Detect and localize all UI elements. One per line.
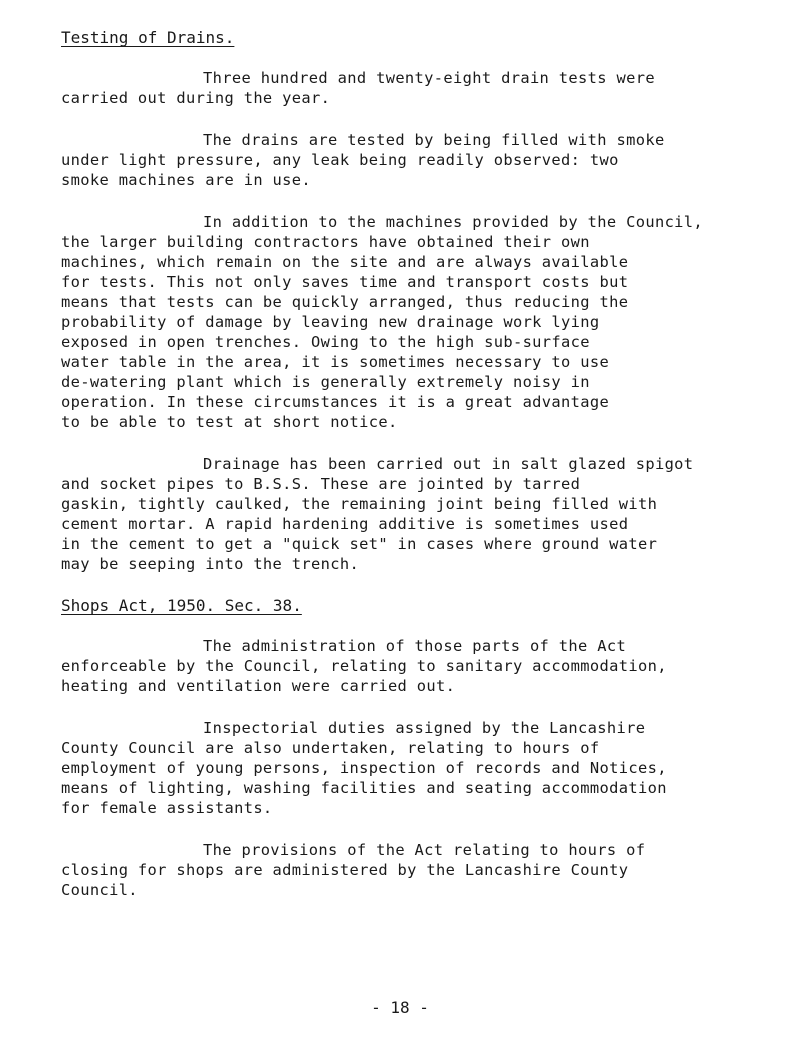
- text-line: gaskin, tightly caulked, the remaining joint being filled with: [61, 495, 658, 513]
- text-line: means that tests can be quickly arranged, thus reducing the: [61, 293, 629, 311]
- text-line: for tests. This not only saves time and transport costs but: [61, 273, 629, 291]
- text-line: probability of damage by leaving new drainage work lying: [61, 313, 600, 331]
- text-line: Drainage has been carried out in salt glazed spigot: [203, 455, 694, 473]
- section-testing-of-drains: [61, 28, 761, 574]
- text-line: Council.: [61, 881, 138, 899]
- text-line: means of lighting, washing facilities and seating accommodation: [61, 779, 667, 797]
- section-heading: Testing of Drains.: [61, 28, 235, 47]
- text-line: under light pressure, any leak being readily observed: two: [61, 151, 619, 169]
- text-line: The drains are tested by being filled with smoke: [203, 131, 665, 149]
- paragraph: [61, 212, 761, 432]
- paragraph: [61, 840, 761, 900]
- text-line: exposed in open trenches. Owing to the high sub-surface: [61, 333, 590, 351]
- text-line: enforceable by the Council, relating to sanitary accommodation,: [61, 657, 667, 675]
- text-line: Inspectorial duties assigned by the Lancashire: [203, 719, 646, 737]
- text-line: heating and ventilation were carried out.: [61, 677, 456, 695]
- text-line: The provisions of the Act relating to hours of: [203, 841, 646, 859]
- text-line: to be able to test at short notice.: [61, 413, 398, 431]
- text-line: for female assistants.: [61, 799, 273, 817]
- text-line: in the cement to get a "quick set" in cases where ground water: [61, 535, 658, 553]
- paragraph: [61, 130, 761, 190]
- paragraph: [61, 718, 761, 818]
- document-page: [61, 28, 761, 922]
- text-line: The administration of those parts of the Act: [203, 637, 627, 655]
- text-line: de-watering plant which is generally extremely noisy in: [61, 373, 590, 391]
- text-line: cement mortar. A rapid hardening additive is sometimes used: [61, 515, 629, 533]
- text-line: employment of young persons, inspection of records and Notices,: [61, 759, 667, 777]
- text-line: water table in the area, it is sometimes necessary to use: [61, 353, 610, 371]
- text-line: may be seeping into the trench.: [61, 555, 360, 573]
- text-line: smoke machines are in use.: [61, 171, 312, 189]
- paragraph: [61, 454, 761, 574]
- text-line: the larger building contractors have obtained their own: [61, 233, 590, 251]
- text-line: County Council are also undertaken, relating to hours of: [61, 739, 600, 757]
- section-shops-act: [61, 596, 761, 900]
- text-line: closing for shops are administered by the Lancashire County: [61, 861, 629, 879]
- text-line: In addition to the machines provided by the Council,: [203, 213, 704, 231]
- paragraph: [61, 636, 761, 696]
- text-line: machines, which remain on the site and are always available: [61, 253, 629, 271]
- page-number: - 18 -: [371, 998, 429, 1017]
- text-line: operation. In these circumstances it is a great advantage: [61, 393, 610, 411]
- text-line: and socket pipes to B.S.S. These are jointed by tarred: [61, 475, 581, 493]
- text-line: Three hundred and twenty-eight drain tests were: [203, 69, 655, 87]
- paragraph: [61, 68, 761, 108]
- section-heading: Shops Act, 1950. Sec. 38.: [61, 596, 302, 615]
- text-line: carried out during the year.: [61, 89, 331, 107]
